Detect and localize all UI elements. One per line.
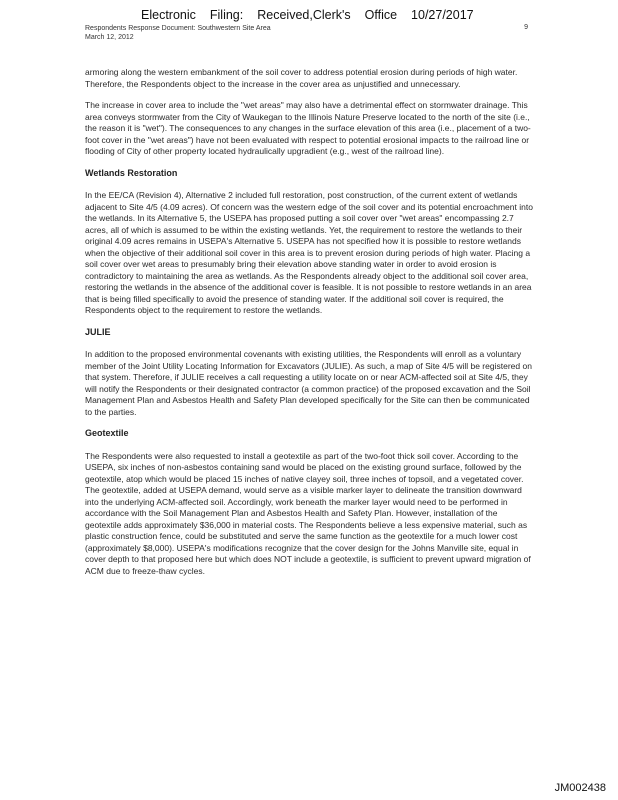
julie-paragraph: In addition to the proposed environmental covenants with existing utilities, the Respondents will enroll as a voluntary member of the Joint Utility Locating Information for Excavators (JULIE). As such, a map of Site 4/5 will be registered on that system. Therefore, if JULIE receives a call requesting a utility locate on or near ACM-affected soil at Site 4/5, they will notify the Respondents or their designated contractor (a common practice) of the proposed excavation and the Soil Management Plan and Asbestos Health and Safety Plan developed specifically for the Site can then be communicated to the parties. xyxy=(85,349,532,417)
wetlands-heading: Wetlands Restoration xyxy=(85,167,178,178)
stamp-received: Received,Clerk's xyxy=(257,8,351,22)
electronic-filing-stamp xyxy=(141,8,474,22)
page-number: 9 xyxy=(524,24,528,31)
header-title: Respondents Response Document: Southwestern Site Area xyxy=(85,25,271,32)
geotextile-heading: Geotextile xyxy=(85,428,129,438)
wetlands-paragraph: In the EE/CA (Revision 4), Alternative 2 included full restoration, post construction, of the current extent of wetlands adjacent to Site 4/5 (4.09 acres). Of concern was the western edge of the soil cover and its potential encroachment into the wetlands. In its Alternative 5, the USEPA has proposed putting a soil cover over "wet areas" encompassing 2.7 acres, all of which is assumed to be within the existing wetlands. Yet, the requirement to restore the wetlands to their original 4.09 acres remains in USEPA's Alternative 5. USEPA has not specified how it is possible to restore wetlands when the objective of their additional soil cover in this area is to prevent erosion during periods of high water. Placing a soil cover over wet areas to presumably bring their elevation above standing water in order to avoid erosion is contradictory to maintaining the area as wetlands. As the Respondents already object to the additional soil cover area, restoring the wetlands in the absence of the additional cover is feasible. It is not possible to restore wetlands in an area that is being filled specifically to avoid the presence of standing water. If the additional soil cover is required, the Respondents object to the requirement to restore the wetlands. xyxy=(85,190,533,315)
julie-heading: JULIE xyxy=(85,326,111,337)
stamp-date: 10/27/2017 xyxy=(411,8,474,22)
geotextile-paragraph: The Respondents were also requested to install a geotextile as part of the two-foot thick soil cover. According to the USEPA, six inches of non-asbestos containing sand would be placed on the existing ground surface, followed by the geotextile, atop which would be placed 15 inches of native clayey soil, three inches of topsoil, and a vegetated cover. The geotextile, added at USEPA demand, would serve as a visible marker layer to delineate the transition downward into the underlying ACM-affected soil. Accordingly, work beneath the marker layer would need to be performed in accordance with the Soil Management Plan and Asbestos Health and Safety Plan. However, installation of the geotextile adds approximately $36,000 in material costs. The Respondents believe a less expensive material, such as plastic construction fence, could be substituted and serve the same function as the geotextile for a much lower cost (approximately $8,000). USEPA's modifications recognize that the cover design for the Johns Manville site, equal in cover depth to that proposed here but which does NOT include a geotextile, is sufficient to prevent upward migration of ACM due to freeze-thaw cycles. xyxy=(85,450,531,576)
intro-paragraph-2: The increase in cover area to include the "wet areas" may also have a detrimental effect on stormwater drainage. This area conveys stormwater from the City of Waukegan to the Illinois Nature Preserve located to the north of the site (i.e., the reason it is "wet"). The consequences to any changes in the surface elevation of this area (i.e., placement of a two-foot cover in the "wet areas") have not been evaluated with respect to potential erosional impacts to the railroad line or flooding of City of other property located hydraulically upgradient (e.g., west of the railroad line). xyxy=(85,100,531,156)
stamp-filing: Filing: xyxy=(209,8,244,22)
header-date: March 12, 2012 xyxy=(85,34,134,41)
document-header xyxy=(85,24,271,42)
intro-paragraph-1: armoring along the western embankment of the soil cover to address potential erosion during periods of high water. Therefore, the Respondents object to the increase in the cover area as unjustified and unnecessary. xyxy=(85,67,518,89)
bates-number: JM002438 xyxy=(554,782,606,794)
stamp-electronic: Electronic xyxy=(141,8,196,22)
stamp-office: Office xyxy=(364,8,398,22)
document-body xyxy=(85,67,533,587)
